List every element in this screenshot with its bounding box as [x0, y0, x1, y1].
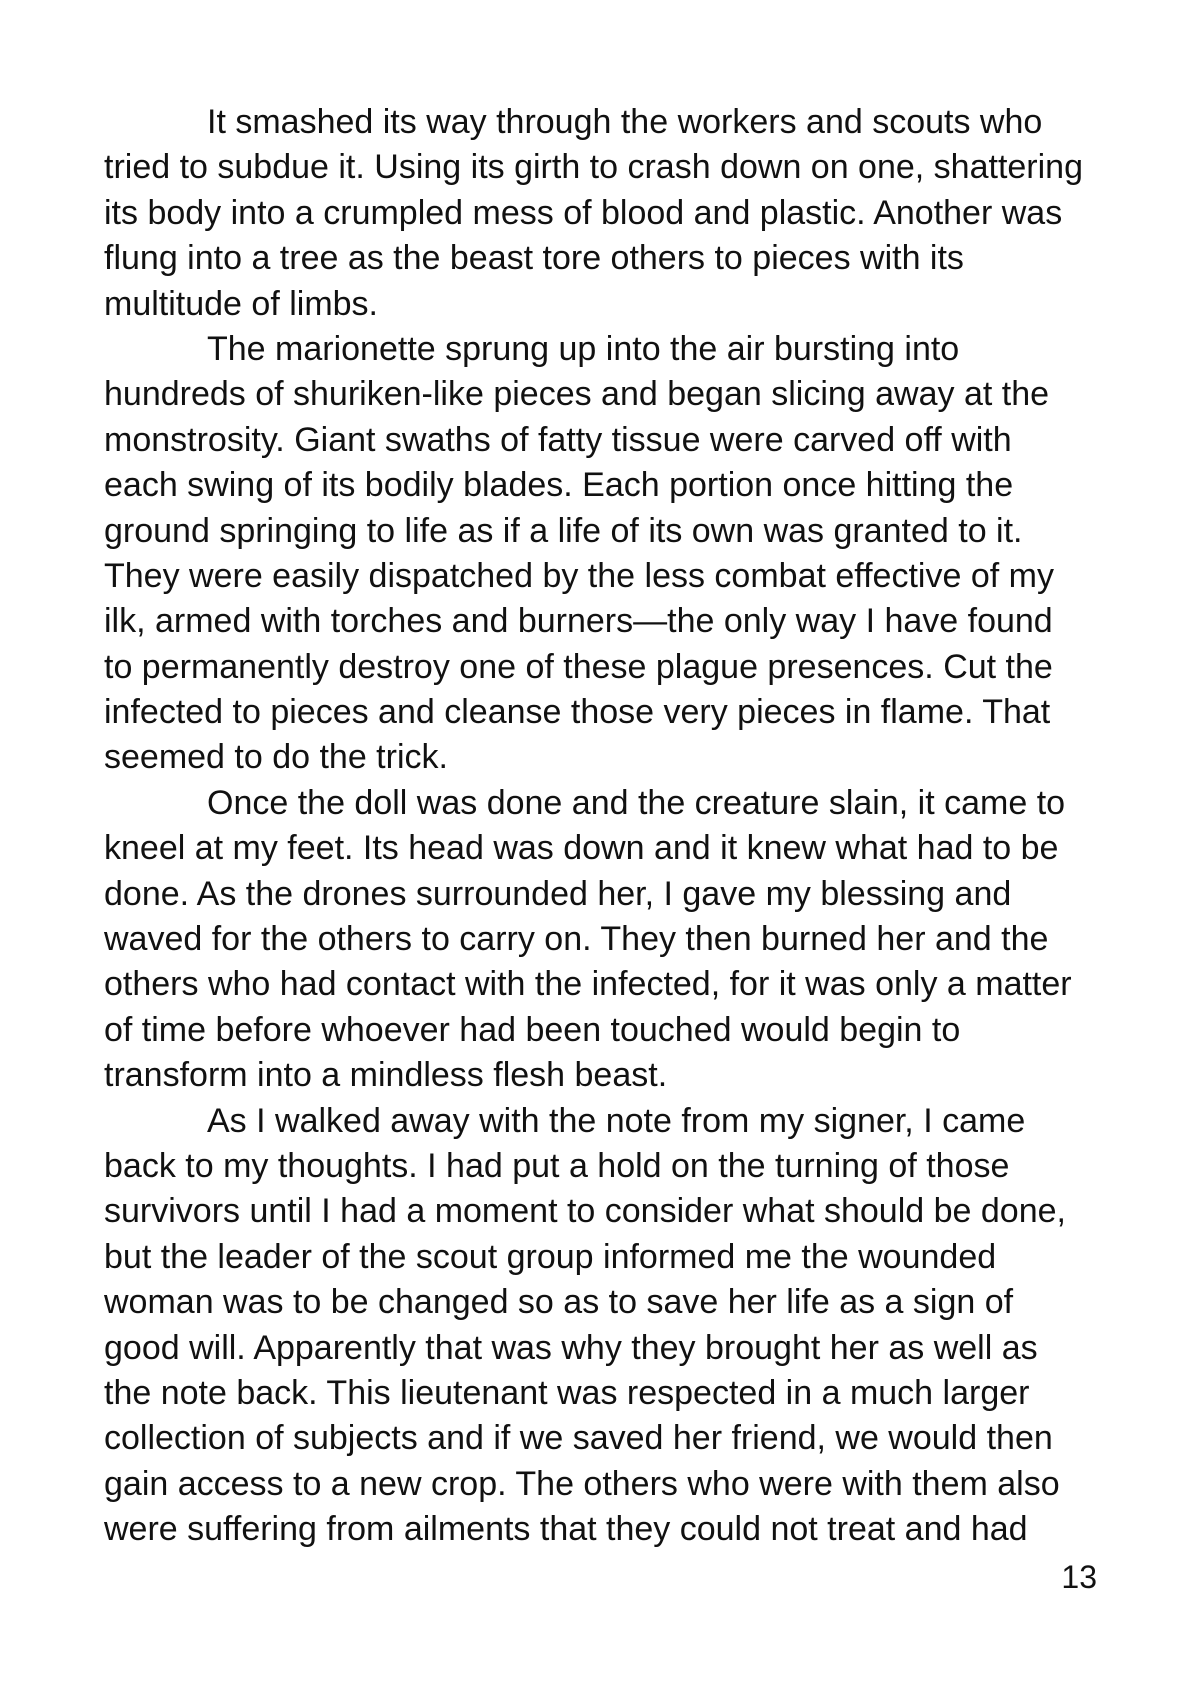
text-line: back to my thoughts. I had put a hold on the turning of those [104, 1146, 1010, 1185]
paragraph [104, 1099, 1104, 1553]
text-line: seemed to do the trick. [104, 738, 448, 777]
text-line: They were easily dispatched by the less combat effective of my [104, 556, 1054, 595]
text-line: good will. Apparently that was why they brought her as well as [104, 1328, 1038, 1367]
text-line: infected to pieces and cleanse those very pieces in flame. That [104, 693, 1051, 732]
page-number: 13 [1061, 1559, 1097, 1595]
text-line: collection of subjects and if we saved her friend, we would then [104, 1419, 1053, 1458]
text-line: woman was to be changed so as to save her life as a sign of [104, 1283, 1014, 1322]
text-line: ground springing to life as if a life of its own was granted to it. [104, 511, 1023, 550]
text-line: It smashed its way through the workers and scouts who [207, 103, 1043, 141]
text-line: its body into a crumpled mess of blood and plastic. Another was [104, 193, 1063, 232]
text-line: were suffering from ailments that they could not treat and had [104, 1510, 1028, 1549]
text-line: each swing of its bodily blades. Each portion once hitting the [104, 466, 1014, 505]
text-line: others who had contact with the infected, for it was only a matter [104, 965, 1072, 1004]
text-line: ilk, armed with torches and burners—the only way I have found [104, 602, 1053, 641]
text-line: gain access to a new crop. The others who were with them also [104, 1464, 1060, 1503]
body-text [104, 100, 1104, 1553]
text-line: done. As the drones surrounded her, I gave my blessing and [104, 874, 1012, 913]
text-line: waved for the others to carry on. They then burned her and the [104, 920, 1049, 959]
text-line: The marionette sprung up into the air bursting into [207, 329, 960, 368]
text-line: multitude of limbs. [104, 284, 378, 323]
text-line: flung into a tree as the beast tore others to pieces with its [104, 239, 964, 278]
text-line: Once the doll was done and the creature slain, it came to [207, 783, 1066, 822]
text-line: As I walked away with the note from my signer, I came [207, 1101, 1026, 1140]
text-line: tried to subdue it. Using its girth to crash down on one, shattering [104, 148, 1083, 187]
text-line: monstrosity. Giant swaths of fatty tissue were carved off with [104, 420, 1012, 459]
paragraph [104, 781, 1104, 1099]
text-line: hundreds of shuriken-like pieces and began slicing away at the [104, 375, 1050, 414]
paragraph [104, 100, 1104, 327]
text-line: but the leader of the scout group informed me the wounded [104, 1237, 997, 1276]
text-line: of time before whoever had been touched would begin to [104, 1010, 961, 1049]
text-line: survivors until I had a moment to consider what should be done, [104, 1192, 1066, 1231]
paragraph [104, 327, 1104, 781]
text-line: to permanently destroy one of these plague presences. Cut the [104, 647, 1053, 686]
text-line: transform into a mindless flesh beast. [104, 1056, 668, 1095]
text-line: kneel at my feet. Its head was down and it knew what had to be [104, 829, 1059, 868]
text-line: the note back. This lieutenant was respected in a much larger [104, 1373, 1030, 1412]
